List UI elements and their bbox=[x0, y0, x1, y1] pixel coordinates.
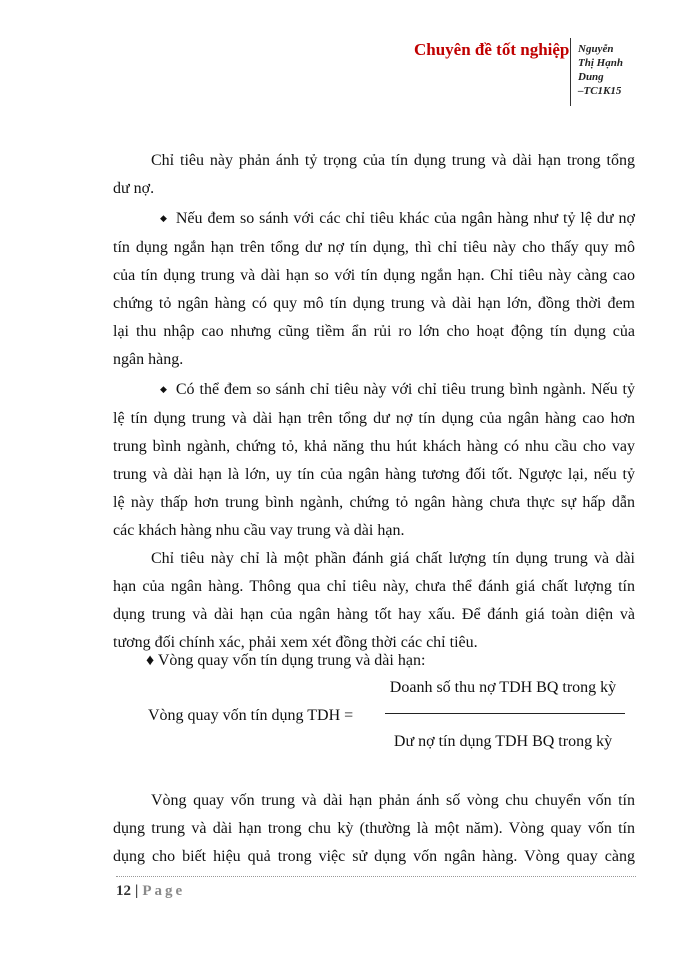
formula-numerator: Doanh số thu nợ TDH BQ trong kỳ bbox=[389, 679, 617, 696]
text-line: dụng cho biết hiệu quả trong việc sử dụng vốn ngân hàng. Vòng quay càng bbox=[113, 848, 635, 865]
text-span: Có thể đem so sánh chỉ tiêu này với chỉ tiêu trung bình ngành. Nếu tỷ bbox=[175, 381, 635, 398]
text-line: Vòng quay vốn trung và dài hạn phản ánh số vòng chu chuyển vốn tín bbox=[151, 792, 635, 809]
text-line: tín dụng ngắn hạn trên tổng dư nợ tín dụng, thì chỉ tiêu này cho thấy quy mô bbox=[113, 239, 635, 256]
section-heading: ♦ Vòng quay vốn tín dụng trung và dài hạn: bbox=[146, 652, 426, 669]
author-line: Thị Hạnh bbox=[578, 57, 623, 69]
header-divider bbox=[570, 38, 571, 106]
author-line: –TC1K15 bbox=[578, 85, 622, 97]
text-line: lại thu nhập cao nhưng cũng tiềm ẩn rủi ro lớn cho hoạt động tín dụng của bbox=[113, 323, 635, 340]
bullet-diamond-icon: ◆ bbox=[160, 384, 168, 394]
header-author bbox=[578, 42, 623, 98]
document-header-title: Chuyên đề tốt nghiệp bbox=[414, 40, 570, 59]
text-line: của tín dụng trung và dài hạn so với tín dụng ngắn hạn. Chỉ tiêu này càng cao bbox=[113, 267, 635, 284]
text-line: Chỉ tiêu này phản ánh tỷ trọng của tín dụng trung và dài hạn trong tổng bbox=[151, 152, 635, 169]
text-line: lệ tín dụng trung và dài hạn trên tổng dư nợ tín dụng của ngân hàng cao hơn bbox=[113, 410, 635, 427]
fraction-bar bbox=[385, 713, 625, 714]
formula-denominator: Dư nợ tín dụng TDH BQ trong kỳ bbox=[393, 733, 613, 750]
formula-lhs: Vòng quay vốn tín dụng TDH = bbox=[148, 707, 354, 724]
text-line: chứng tỏ ngân hàng có quy mô tín dụng trung và dài hạn lớn, đồng thời đem bbox=[113, 295, 635, 312]
text-line: tương đối chính xác, phải xem xét đồng thời các chỉ tiêu. bbox=[113, 634, 478, 651]
author-line: Nguyễn bbox=[578, 43, 614, 55]
page-number: 12 bbox=[116, 883, 131, 899]
text-line: dư nợ. bbox=[113, 180, 155, 197]
text-line: lệ này thấp hơn trung bình ngành, chứng tỏ ngân hàng chưa thực sự hấp dẫn bbox=[113, 494, 635, 511]
bullet-diamond-icon: ◆ bbox=[160, 213, 168, 223]
footer-divider bbox=[116, 876, 636, 877]
page-label: Page bbox=[142, 883, 186, 899]
text-line: dụng trung và dài hạn trong chu kỳ (thường là một năm). Vòng quay vốn tín bbox=[113, 820, 635, 837]
author-line: Dung bbox=[578, 71, 604, 83]
page-footer bbox=[116, 883, 185, 900]
text-line: trung bình ngành, chứng tỏ, khả năng thu hút khách hàng có nhu cầu cho vay bbox=[113, 438, 635, 455]
footer-separator: | bbox=[135, 883, 139, 899]
text-line: hạn của ngân hàng. Thông qua chỉ tiêu này, chưa thể đánh giá chất lượng tín bbox=[113, 578, 635, 595]
text-line: ngân hàng. bbox=[113, 351, 184, 368]
text-line: dụng trung và dài hạn của ngân hàng tốt hay xấu. Để đánh giá toàn diện và bbox=[113, 606, 635, 623]
bullet-paragraph-line bbox=[160, 376, 635, 404]
text-line: Chỉ tiêu này chỉ là một phần đánh giá chất lượng tín dụng trung và dài bbox=[151, 550, 635, 567]
text-line: trung và dài hạn là lớn, uy tín của ngân hàng tương đối tốt. Ngược lại, nếu tỷ bbox=[113, 466, 635, 483]
bullet-paragraph-line bbox=[160, 205, 635, 233]
text-span: Nếu đem so sánh với các chỉ tiêu khác của ngân hàng như tỷ lệ dư nợ bbox=[175, 210, 635, 227]
text-line: các khách hàng nhu cầu vay trung và dài hạn. bbox=[113, 522, 405, 539]
